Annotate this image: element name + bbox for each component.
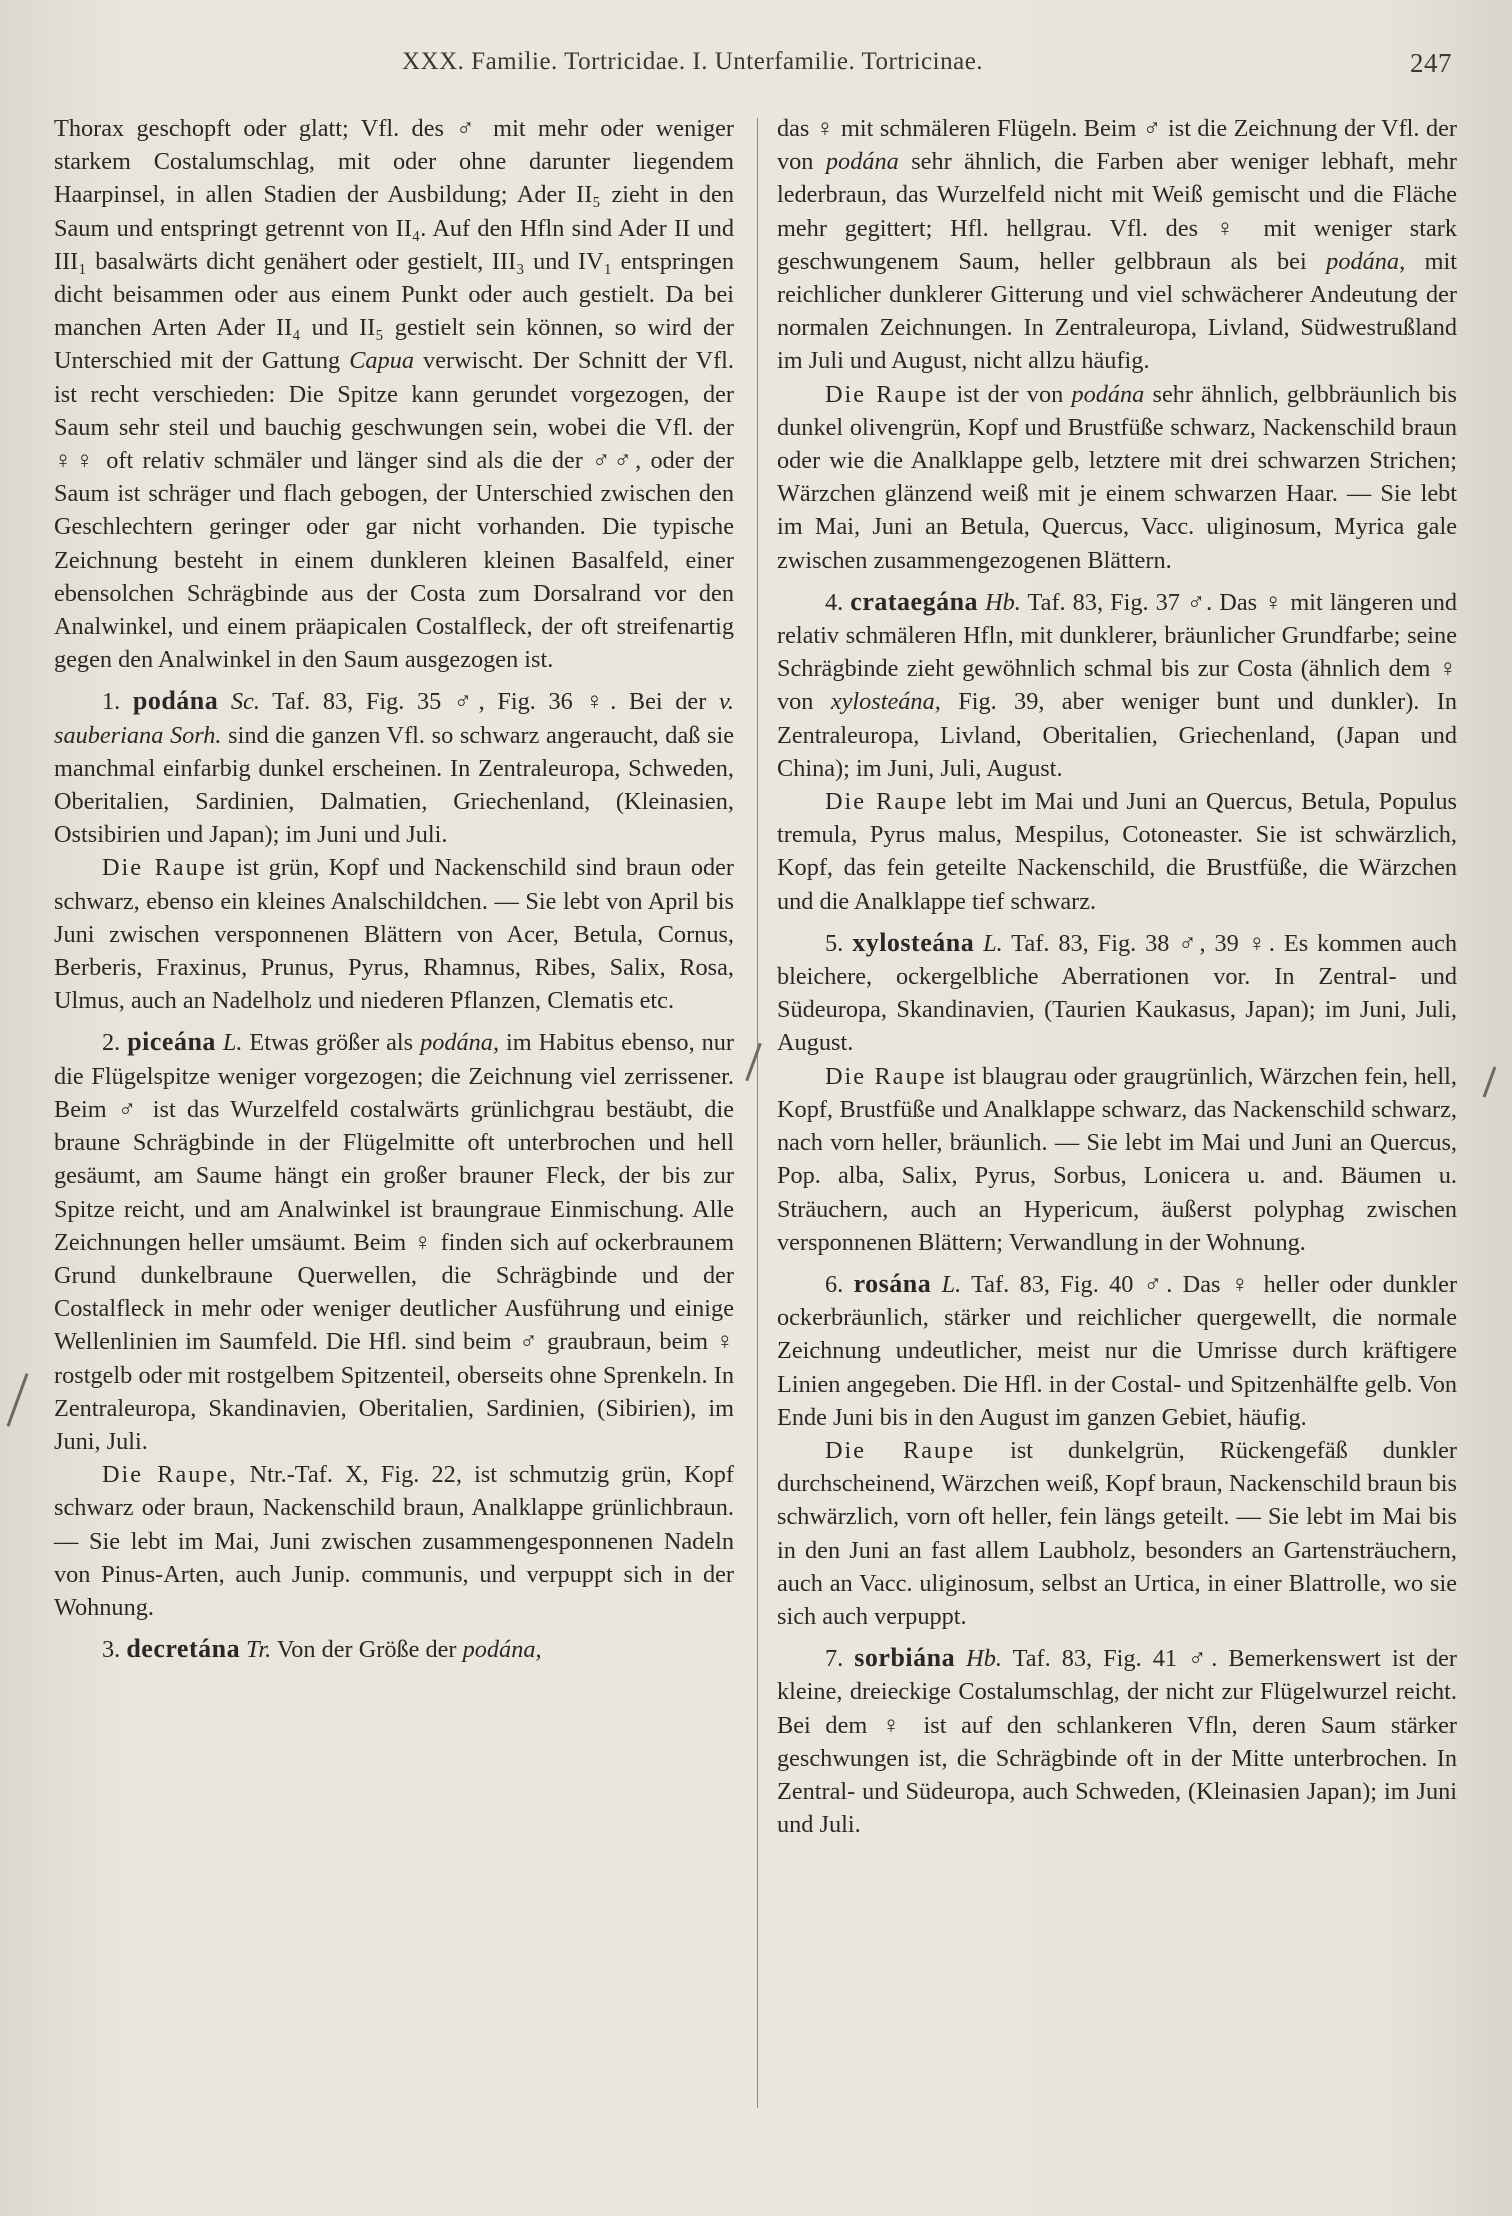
larva-description: Die Raupe, Ntr.-Taf. X, Fig. 22, ist schmutzig grün, Kopf schwarz oder braun, Nackenschild braun, Analklappe grünlichbraun. — Sie lebt im Mai, Juni zwischen zusammengesponnenen Nadeln von Pinus-Arten, auch Junip. communis, und verpuppt sich in der Wohnung. — [54, 1461, 734, 1621]
species-number: 2. — [102, 1029, 121, 1057]
species-author: L. — [941, 1270, 962, 1298]
column-divider — [757, 118, 758, 2108]
variety-name: v. sauberiana Sorh. — [54, 688, 735, 749]
margin-pencil-mark — [745, 1043, 761, 1082]
species-entry-xylosteana: 5. xylosteána L. Taf. 83, Fig. 38 ♂, 39 ♀. Es kommen auch bleichere, ockergelbliche Aberrationen vor. In Zentral- und Südeuropa, Skandinavien, (Taurien Kaukasus, Japan); im Juni, Juli, August. — [777, 927, 1458, 1057]
species-author: Hb. — [985, 588, 1021, 616]
right-column — [777, 112, 1457, 1841]
species-name: podána — [132, 686, 219, 716]
species-number: 6. — [825, 1270, 844, 1298]
species-reference: podána, — [1326, 247, 1406, 275]
larva-description: Die Raupe lebt im Mai und Juni an Quercus, Betula, Populus tremula, Pyrus malus, Mespilus, Cotoneaster. Sie ist schwärzlich, Kopf, das fein geteilte Nackenschild, die Brustfüße, die Wärzchen und die Analklappe tief schwarz. — [777, 788, 1457, 915]
species-reference: xylosteána, — [830, 688, 941, 716]
species-entry-piceana: 2. piceána L. Etwas größer als podána, im Habitus ebenso, nur die Flügelspitze weniger vorgezogen; die Zeichnung viel zerrissener. Beim ♂ ist das Wurzelfeld costalwärts grünlichgrau bestäubt, die braune Schrägbinde in der Flügelmitte oft unterbrochen und hell gesäumt, am Saume hängt ein großer brauner Fleck, der bis zur Spitze reicht, und am Analwinkel ist braungraue Einmischung. Alle Zeichnungen heller umsäumt. Beim ♀ finden sich auf ockerbraunem Grund dunkelbraune Querwellen, die Schrägbinde und der Costalfleck in mehr oder weniger deutlicher Ausführung und einige Wellenlinien im Saumfeld. Die Hfl. sind beim ♂ graubraun, beim ♀ rostgelb oder mit rostgelbem Spitzenteil, oberseits ohne Sprenkeln. In Zentraleuropa, Skandinavien, Oberitalien, Sardinien, (Sibirien), im Juni, Juli. — [54, 1027, 734, 1455]
species-reference: podána, — [462, 1636, 542, 1664]
species-reference: podána — [825, 148, 899, 176]
species-name: rosána — [853, 1268, 932, 1298]
species-entry-sorbiana: 7. sorbiána Hb. Taf. 83, Fig. 41 ♂. Bemerkenswert ist der kleine, dreieckige Costalumschlag, der nicht zur Flügelwurzel reicht. Bei dem ♀ ist auf den schlankeren Vfln, deren Saum stärker geschwungen ist, die Schrägbinde oft in der Mitte unterbrochen. In Zentral- und Südeuropa, auch Schweden, (Kleinasien Japan); im Juni und Juli. — [777, 1643, 1457, 1839]
left-column — [54, 112, 734, 1666]
species-author: L. — [222, 1029, 243, 1057]
species-number: 4. — [825, 588, 844, 616]
running-title: XXX. Familie. Tortricidae. I. Unterfamilie. Tortricinae. — [402, 48, 984, 75]
species-number: 1. — [102, 688, 121, 716]
species-name: crataegána — [850, 586, 979, 616]
species-entry-podana: 1. podána Sc. Taf. 83, Fig. 35 ♂, Fig. 36 ♀. Bei der v. sauberiana Sorh. sind die ganzen Vfl. so schwarz angeraucht, daß sie manchmal einfarbig dunkel erscheinen. In Zentraleuropa, Schweden, Oberitalien, Sardinien, Dalmatien, Griechenland, (Kleinasien, Ostsibirien und Japan); im Juni und Juli. — [54, 686, 735, 849]
margin-pencil-mark — [1483, 1066, 1497, 1097]
species-number: 5. — [825, 929, 844, 957]
genus-reference: Capua — [349, 347, 415, 375]
margin-pencil-mark — [7, 1373, 29, 1427]
species-number: 3. — [102, 1636, 121, 1664]
species-entry-decretana-continued: das ♀ mit schmäleren Flügeln. Beim ♂ ist die Zeichnung der Vfl. der von podána sehr ähnlich, die Farben aber weniger lebhaft, mehr lederbraun, das Wurzelfeld nicht mit Weiß gemischt und die Fläche mehr gegittert; Hfl. hellgrau. Vfl. des ♀ mit weniger stark geschwungenem Saum, heller gelbbraun als bei podána, mit reichlicher dunklerer Gitterung und viel schwächerer Andeutung der normalen Zeichnungen. In Zentraleuropa, Livland, Südwestrußland im Juli und August, nicht allzu häufig. — [777, 115, 1457, 375]
species-name: decretána — [126, 1634, 241, 1664]
larva-description: Die Raupe ist blaugrau oder graugrünlich, Wärzchen fein, hell, Kopf, Brustfüße und Analklappe schwarz, das Nackenschild schwarz, nach vorn heller, bräunlich. — Sie lebt im Mai und Juni an Quercus, Pop. alba, Salix, Pyrus, Sorbus, Lonicera u. and. Bäumen u. Sträuchern, auch an Hypericum, äußerst polyphag zwischen versponnenen Blättern; Verwandlung in der Wohnung. — [777, 1062, 1457, 1256]
larva-description: Die Raupe ist dunkelgrün, Rückengefäß dunkler durchscheinend, Wärzchen weiß, Kopf braun, Nackenschild braun bis schwärzlich, vorn oft heller, fein längs geteilt. — Sie lebt im Mai bis in den Juni an fast allem Laubholz, besonders an Gartensträuchern, auch an Vacc. uliginosum, selbst an Urtica, in einer Blattrolle, wo sie sich auch verpuppt. — [777, 1436, 1457, 1630]
species-entry-decretana: 3. decretána Tr. Von der Größe der podána, — [102, 1634, 542, 1664]
species-reference: podána — [1071, 380, 1145, 408]
page-number: 247 — [1410, 48, 1452, 78]
species-entry-crataegana: 4. crataegána Hb. Taf. 83, Fig. 37 ♂. Das ♀ mit längeren und relativ schmäleren Hfln, mit dunklerer, bräunlicher Grundfarbe; seine Schrägbinde zieht gewöhnlich schmal bis zur Costa (ähnlich dem ♀ von xylosteána, Fig. 39, aber weniger bunt und dunkler). In Zentraleuropa, Livland, Oberitalien, Griechenland, (Japan und China); im Juni, Juli, August. — [777, 586, 1458, 782]
species-name: sorbiána — [854, 1643, 956, 1673]
species-author: Sc. — [230, 688, 260, 716]
species-author: Tr. — [246, 1636, 272, 1664]
species-number: 7. — [825, 1645, 844, 1673]
species-name: piceána — [127, 1027, 216, 1057]
larva-description: Die Raupe ist der von podána sehr ähnlich, gelbbräunlich bis dunkel olivengrün, Kopf und Brustfüße schwarz, Nackenschild braun oder wie die Analklappe gelb, letztere mit drei schwarzen Strichen; Wärzchen glänzend weiß mit je einem schwarzen Haar. — Sie lebt im Mai, Juni an Betula, Quercus, Vacc. uliginosum, Myrica gale zwischen zusammengezogenen Blättern. — [777, 380, 1458, 574]
species-author: Hb. — [966, 1645, 1002, 1673]
running-header — [402, 48, 1452, 76]
species-reference: podána, — [420, 1029, 500, 1057]
species-entry-rosana: 6. rosána L. Taf. 83, Fig. 40 ♂. Das ♀ heller oder dunkler ockerbräunlich, stärker und reichlicher quergewellt, die normale Zeichnung undeutlicher, meist nur die Umrisse durch kräftigere Linien angegeben. Die Hfl. in der Costal- und Spitzenhälfte gelb. Von Ende Juni bis in den August im ganzen Gebiet, häufig. — [777, 1268, 1458, 1431]
species-author: L. — [983, 929, 1003, 957]
larva-description: Die Raupe ist grün, Kopf und Nackenschild sind braun oder schwarz, ebenso ein kleines Analschildchen. — Sie lebt von April bis Juni zwischen versponnenen Blättern von Acer, Betula, Cornus, Berberis, Fraxinus, Prunus, Pyrus, Rhamnus, Ribes, Salix, Rosa, Ulmus, auch an Nadelholz und niederen Pflanzen, Clematis etc. — [54, 854, 734, 1015]
species-name: xylosteána — [852, 927, 975, 957]
genus-description: Thorax geschopft oder glatt; Vfl. des ♂ mit mehr oder weniger starkem Costalumschlag, mit oder ohne darunter liegendem Haarpinsel, in allen Stadien der Ausbildung; Ader II₅ zieht in den Saum und entspringt getrennt von II₄. Auf den Hfln sind Ader II und III₁ basalwärts dicht genähert oder gestielt, III₃ und IV₁ entspringen dicht beisammen oder aus einem Punkt oder auch gestielt. Da bei manchen Arten Ader II₄ und II₅ gestielt sein können, so wird der Unterschied mit der Gattung Capua verwischt. Der Schnitt der Vfl. ist recht verschieden: Die Spitze kann gerundet vorgezogen, der Saum sehr steil und bauchig geschwungen sein, wobei die Vfl. der ♀♀ oft relativ schmäler und länger sind als die der ♂♂, oder der Saum ist schräger und flach gebogen, der Unterschied zwischen den Geschlechtern geringer oder gar nicht vorhanden. Die typische Zeichnung besteht in einem dunkleren kleinen Basalfeld, einer ebensolchen Schrägbinde aus der Costa zum Dorsalrand vor den Analwinkel, und einem präapicalen Costalfleck, der oft streifenartig gegen den Analwinkel in den Saum ausgezogen ist. — [54, 115, 734, 674]
